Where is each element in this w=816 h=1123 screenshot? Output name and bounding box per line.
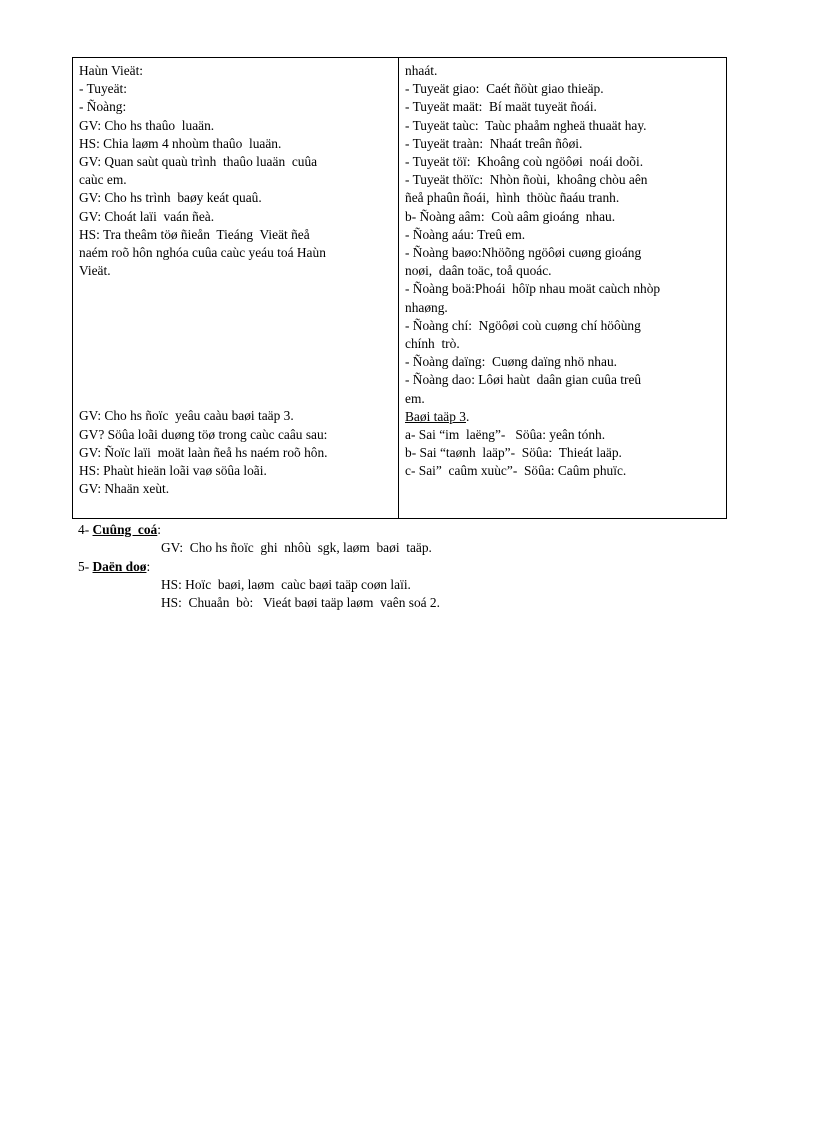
left-line: GV: Nhaän xeùt. — [79, 481, 170, 497]
left-line: HS: Chia laøm 4 nhoùm thaûo luaän. — [79, 135, 282, 151]
right-line: - Ñoàng baøo:Nhöõng ngöôøi cuøng gioáng — [405, 245, 642, 261]
right-line: - Ñoàng aáu: Treû em. — [405, 226, 526, 242]
left-line: Vieät. — [79, 263, 111, 279]
right-line: - Tuyeät töï: Khoâng coù ngöôøi noái doõi. — [405, 154, 644, 170]
left-line: GV: Cho hs trình baøy keát quaû. — [79, 190, 262, 206]
section-4-colon: : — [157, 522, 161, 537]
right-line: - Ñoàng dao: Lôøi haùt daân gian cuûa treû — [405, 372, 642, 388]
right-line: - Ñoàng daïng: Cuøng daïng nhö nhau. — [405, 354, 617, 370]
section-4-heading — [78, 521, 738, 539]
exercise-line: a- Sai “im laëng”- Söûa: yeân tónh. — [405, 427, 606, 443]
column-divider — [398, 58, 399, 518]
exercise-title: Baøi taäp 3 — [405, 408, 466, 424]
right-line: b- Ñoàng aâm: Coù aâm gioáng nhau. — [405, 208, 616, 224]
right-line: - Ñoàng chí: Ngöôøi coù cuøng chí höôùng — [405, 317, 641, 333]
exercise-line: c- Sai” caûm xuùc”- Söûa: Caûm phuïc. — [405, 463, 627, 479]
left-line: GV: Cho hs thaûo luaän. — [79, 117, 215, 133]
section-5-title: Daën doø — [92, 558, 147, 574]
right-line: - Tuyeät traàn: Nhaát treân ñôøi. — [405, 135, 583, 151]
left-line: - Tuyeät: — [79, 81, 127, 97]
teacher-student-activities-column — [79, 62, 393, 498]
left-line: HS: Tra theâm töø ñieån Tieáng Vieät ñeå — [79, 226, 310, 242]
left-line: GV: Cho hs ñoïc yeâu caàu baøi taäp 3. — [79, 408, 294, 424]
left-line: HS: Phaùt hieän loãi vaø söûa loãi. — [79, 463, 267, 479]
lesson-table — [72, 57, 727, 519]
left-line: caùc em. — [79, 172, 127, 188]
section-5-line: HS: Hoïc baøi, laøm caùc baøi taäp coøn laïi. — [161, 576, 411, 592]
section-5-line: HS: Chuaån bò: Vieát baøi taäp laøm vaên soá 2. — [161, 595, 440, 611]
exercise-heading — [405, 408, 725, 426]
section-4-line: GV: Cho hs ñoïc ghi nhôù sgk, laøm baøi taäp. — [161, 540, 432, 556]
left-line: GV? Söûa loãi duøng töø trong caùc caâu sau: — [79, 426, 328, 442]
right-line: noøi, daân toäc, toå quoác. — [405, 263, 552, 279]
section-5-heading — [78, 558, 738, 576]
closing-sections — [78, 521, 738, 612]
blank-space — [79, 280, 393, 407]
right-line: - Tuyeät taùc: Taùc phaåm ngheä thuaät hay. — [405, 117, 647, 133]
left-line: GV: Ñoïc laïi moät laàn ñeå hs naém roõ hôn. — [79, 444, 328, 460]
right-line: nhaát. — [405, 63, 438, 78]
section-5-colon: : — [146, 558, 151, 574]
left-line: - Ñoàng: — [79, 99, 127, 115]
section-4-number: 4- — [78, 522, 93, 537]
right-line: - Tuyeät giao: Caét ñöùt giao thieäp. — [405, 81, 604, 97]
left-line: naém roõ hôn nghóa cuûa caùc yeáu toá Haùn — [79, 245, 326, 261]
right-line: em. — [405, 390, 425, 406]
left-line: GV: Quan saùt quaù trình thaûo luaän cuûa — [79, 154, 318, 170]
right-line: - Tuyeät maät: Bí maät tuyeät ñoái. — [405, 99, 597, 115]
content-column — [405, 62, 725, 481]
right-line: nhaøng. — [405, 299, 448, 315]
exercise-title-punct: . — [465, 408, 470, 424]
right-line: - Tuyeät thöïc: Nhòn ñoùi, khoâng chòu aên — [405, 172, 648, 188]
left-line: GV: Choát laïi vaán ñeà. — [79, 208, 215, 224]
right-line: ñeå phaûn ñoái, hình thöùc ñaáu tranh. — [405, 190, 620, 206]
section-4-title: Cuûng coá — [92, 522, 158, 537]
right-line: chính trò. — [405, 336, 460, 352]
exercise-line: b- Sai “taønh laäp”- Söûa: Thieát laäp. — [405, 445, 622, 461]
section-5-number: 5- — [78, 558, 93, 574]
left-line: Haùn Vieät: — [79, 63, 144, 78]
right-line: - Ñoàng boä:Phoái hôïp nhau moät caùch nhòp — [405, 281, 661, 297]
